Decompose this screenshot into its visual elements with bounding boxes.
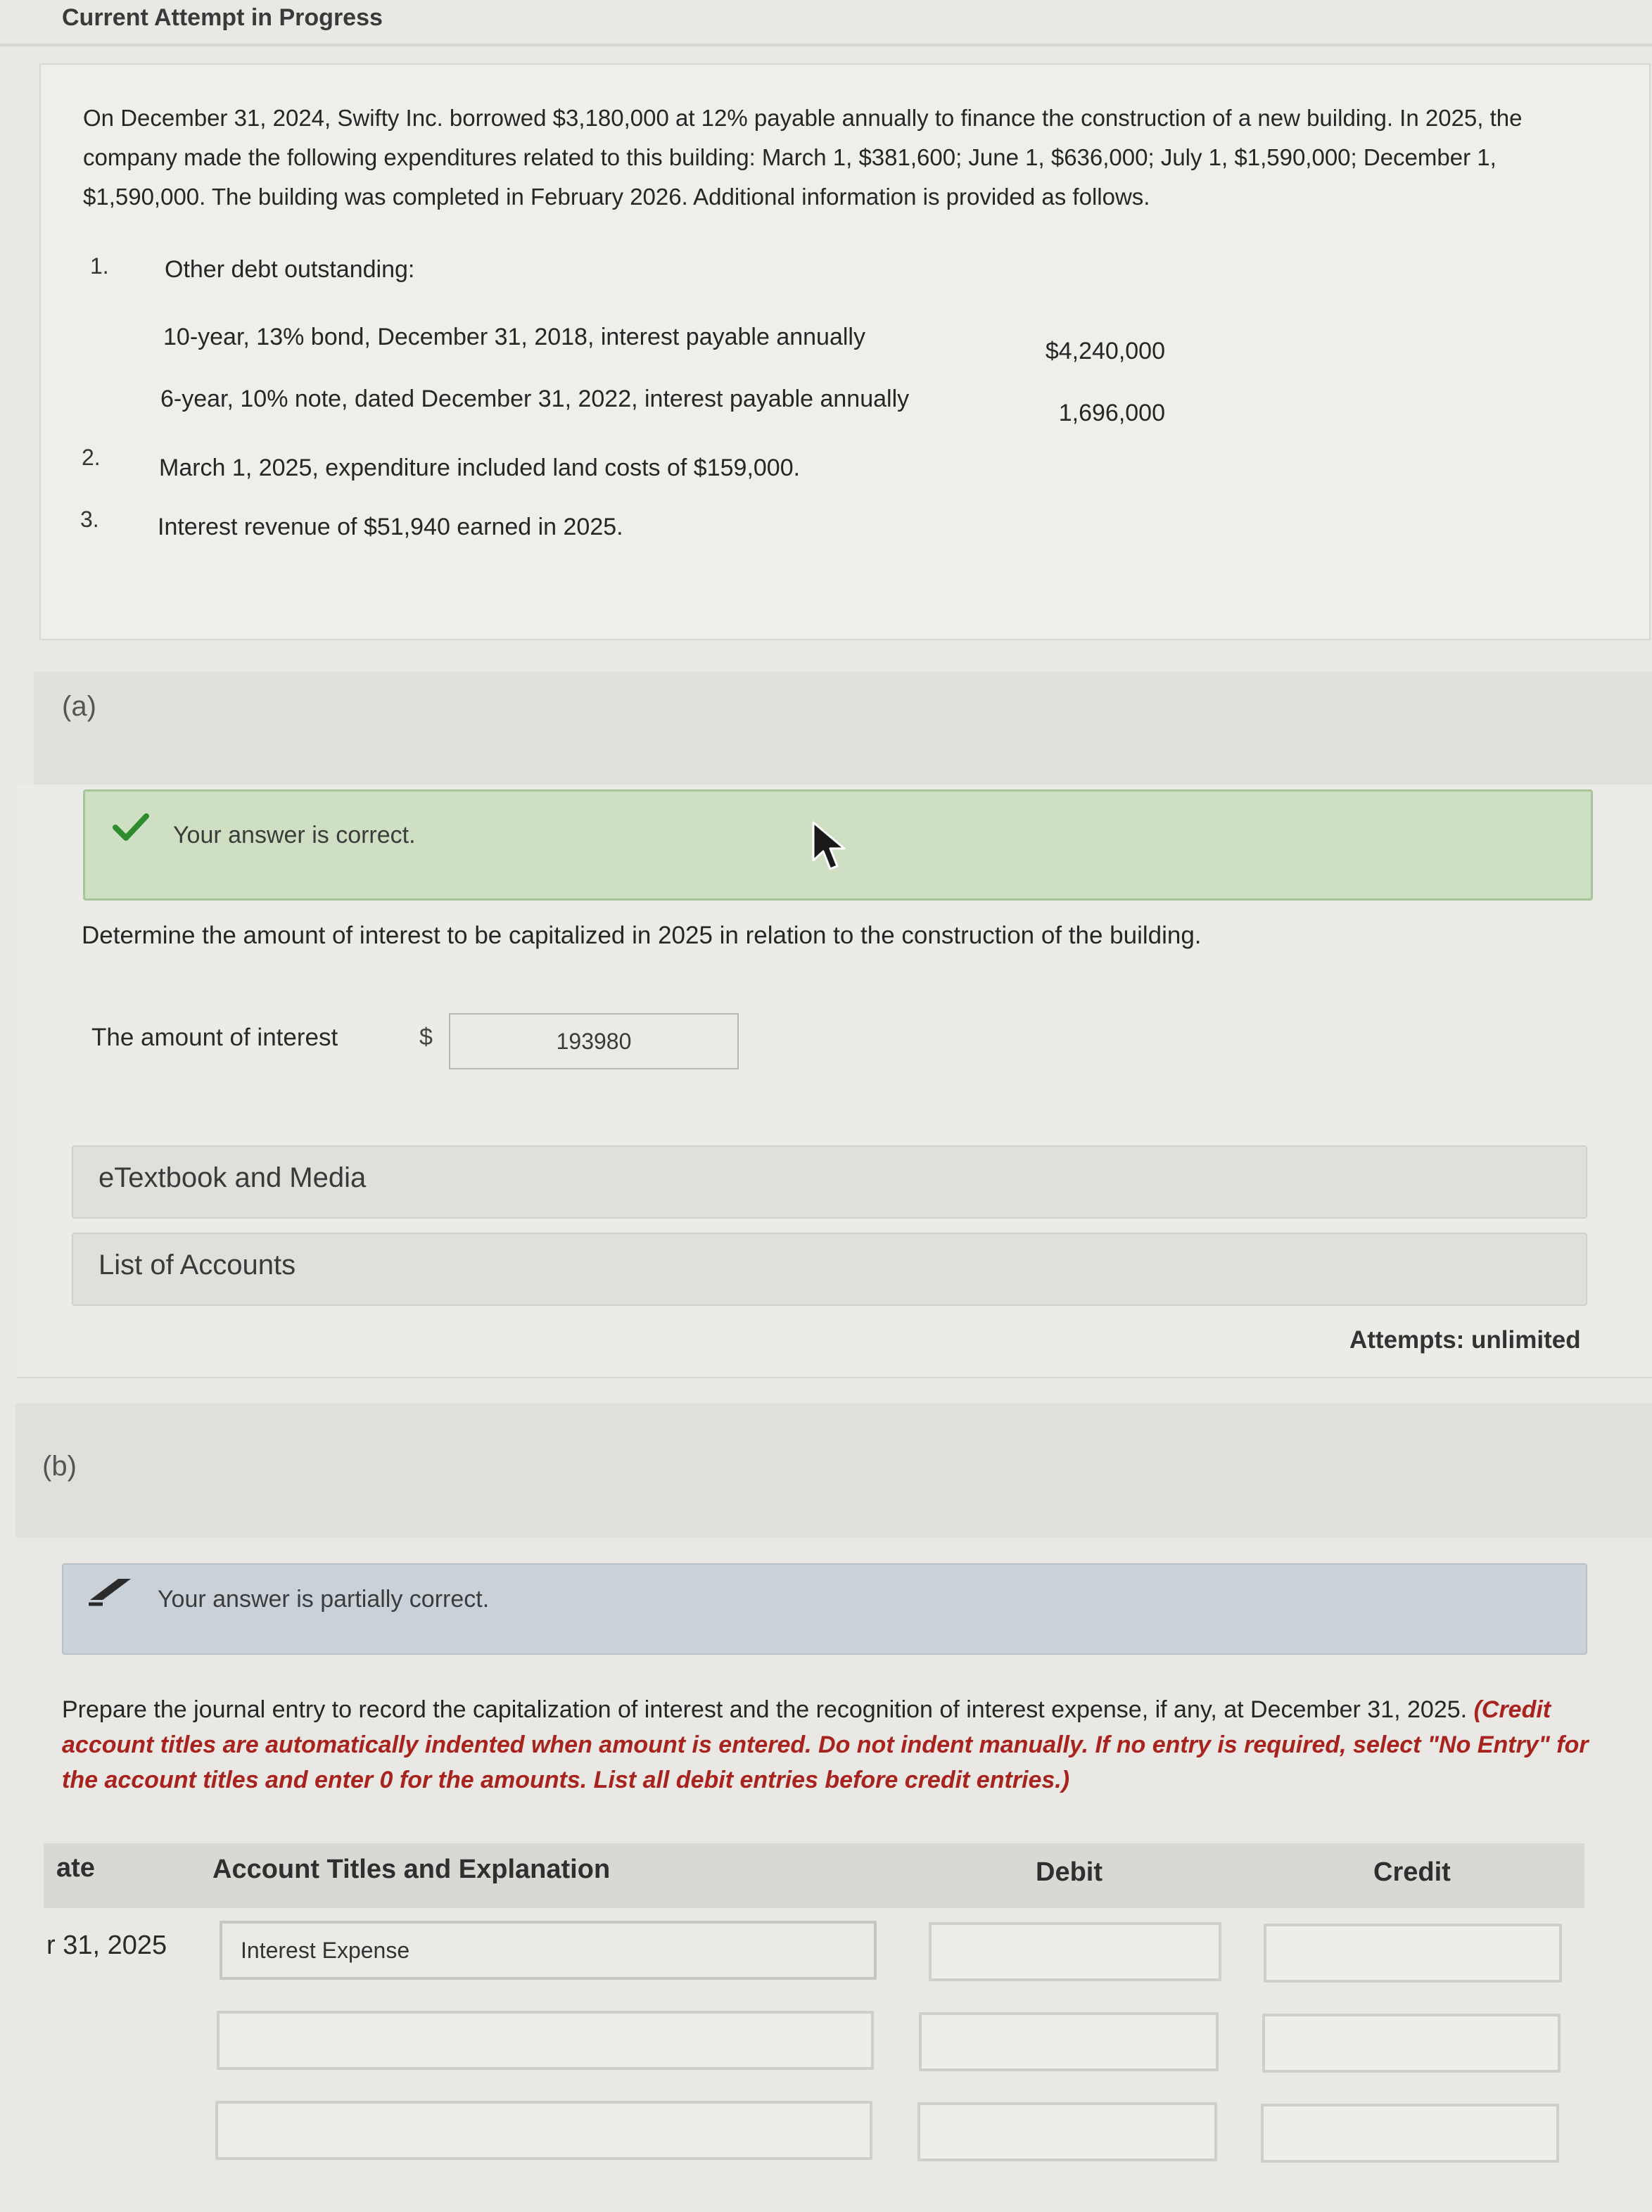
attempts-status: Attempts: unlimited (1349, 1326, 1581, 1354)
debt-label: 10-year, 13% bond, December 31, 2018, interest payable annually (163, 324, 865, 350)
problem-intro: On December 31, 2024, Swifty Inc. borrowed $3,180,000 at 12% payable annually to finance the construction of a new building. In 2025, the company made the following expenditures related to this building: March 1, $381,600; June 1, $636,000; July 1, $1,590,000; December 1, $1,590,000. The building was completed in February 2026. Additional information is provided as follows. (83, 105, 1523, 210)
debt-amount: 1,696,000 (1058, 400, 1165, 426)
list-item-number: 3. (80, 507, 99, 532)
list-of-accounts-label: List of Accounts (99, 1250, 296, 1280)
instructions-note: (Credit account titles are automatically indented when amount is entered. Do not indent manually. If no entry is required, select "No Entry" for the account titles and enter 0 for the amounts. List all debit entries before credit entries.) (62, 1696, 1589, 1793)
partial-feedback-text: Your answer is partially correct. (158, 1586, 490, 1613)
correct-feedback-text: Your answer is correct. (173, 822, 416, 848)
date-column-header: ate (56, 1853, 95, 1883)
part-b-label: (b) (42, 1451, 77, 1482)
check-icon (111, 808, 151, 847)
page-title: Current Attempt in Progress (62, 4, 383, 31)
part-a-header (34, 672, 1652, 784)
part-a-label: (a) (62, 691, 96, 722)
account-title-input[interactable] (215, 2101, 872, 2160)
list-item-number: 1. (90, 253, 109, 279)
account-column-header: Account Titles and Explanation (212, 1855, 611, 1884)
debit-column-header: Debit (1036, 1857, 1103, 1887)
etextbook-and-media-button[interactable] (72, 1145, 1587, 1219)
debt-amount: $4,240,000 (1045, 338, 1165, 364)
part-b-header (15, 1404, 1652, 1537)
pencil-icon (86, 1573, 136, 1608)
account-title-input[interactable] (217, 2011, 874, 2070)
list-item-text: March 1, 2025, expenditure included land costs of $159,000. (159, 455, 801, 481)
currency-symbol: $ (419, 1024, 433, 1050)
credit-input[interactable] (1261, 2104, 1559, 2163)
debit-input[interactable] (919, 2012, 1219, 2071)
debit-input[interactable] (929, 1922, 1221, 1981)
header-divider (0, 44, 1652, 46)
account-title-input[interactable] (220, 1921, 877, 1980)
etextbook-label: eTextbook and Media (99, 1162, 367, 1193)
debit-input[interactable] (917, 2102, 1217, 2161)
instructions (62, 1692, 1610, 1798)
interest-amount-input[interactable] (449, 1013, 739, 1069)
credit-input[interactable] (1264, 1924, 1562, 1983)
credit-input[interactable] (1262, 2014, 1561, 2073)
debt-label: 6-year, 10% note, dated December 31, 2022, interest payable annually (160, 386, 910, 412)
list-item-text: Interest revenue of $51,940 earned in 2025. (158, 514, 623, 540)
list-item-text: Other debt outstanding: (165, 256, 415, 283)
list-of-accounts-button[interactable] (72, 1233, 1587, 1306)
question-text: Determine the amount of interest to be capitalized in 2025 in relation to the construction of the building. (82, 922, 1202, 949)
cursor-icon (809, 820, 851, 876)
list-item-number: 2. (82, 445, 101, 470)
amount-label: The amount of interest (91, 1024, 338, 1051)
instructions-text: Prepare the journal entry to record the capitalization of interest and the recognition of interest expense, if any, at December 31, 2025. (62, 1696, 1468, 1723)
credit-column-header: Credit (1373, 1857, 1451, 1887)
entry-date: r 31, 2025 (46, 1931, 167, 1960)
